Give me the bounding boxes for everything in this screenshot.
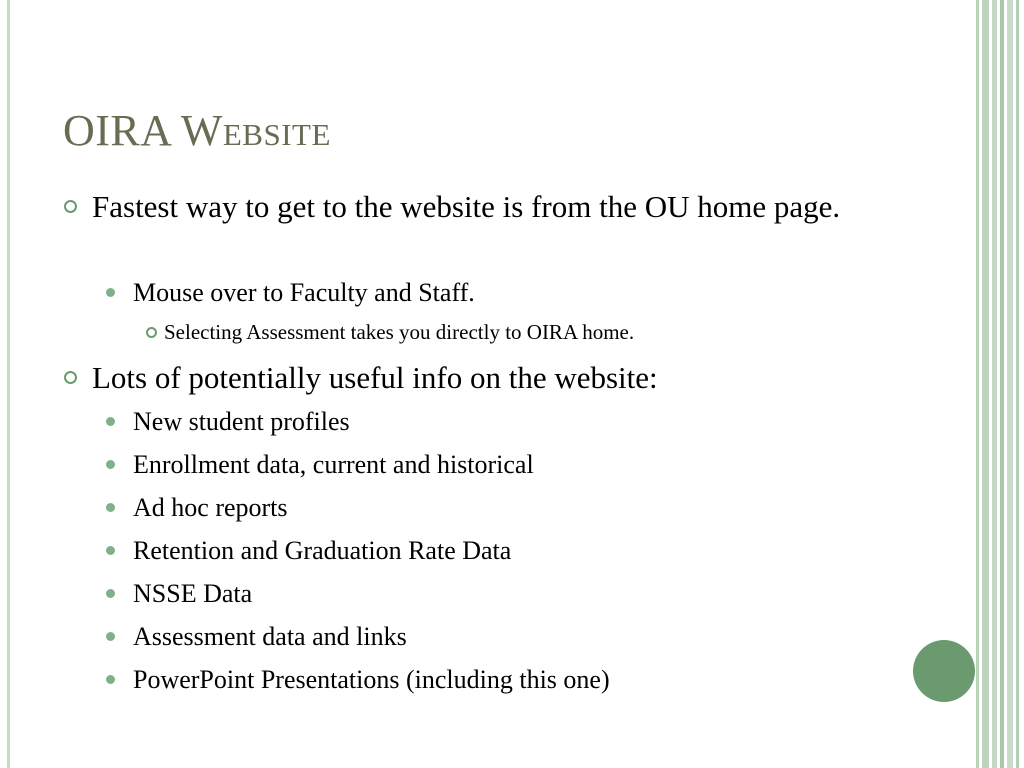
hollow-bullet-icon	[64, 200, 77, 213]
dot-bullet-icon	[106, 675, 115, 684]
sub-bullet-item	[133, 406, 893, 438]
dot-bullet-icon	[106, 503, 115, 512]
sub-bullet-item	[133, 449, 893, 481]
bullet-text: Lots of potentially useful info on the website:	[92, 360, 658, 395]
bullet-item	[92, 358, 892, 398]
sub-bullet-text: Enrollment data, current and historical	[133, 450, 534, 479]
sub-bullet-item	[133, 621, 893, 653]
slide-title: OIRA Website	[63, 106, 331, 155]
sub-bullet-text: Mouse over to Faculty and Staff.	[133, 278, 475, 307]
dot-bullet-icon	[106, 288, 115, 297]
sub-bullet-text: Ad hoc reports	[133, 493, 288, 522]
dot-bullet-icon	[106, 632, 115, 641]
bullet-item	[92, 187, 892, 227]
sub-bullet-item	[133, 277, 893, 309]
sub-bullet-item	[133, 664, 893, 696]
small-hollow-bullet-icon	[146, 327, 157, 338]
sub-bullet-item	[133, 578, 893, 610]
sub-bullet-text: Retention and Graduation Rate Data	[133, 536, 512, 565]
sub-bullet-item	[133, 535, 893, 567]
sub-sub-bullet-item	[164, 318, 904, 346]
sub-sub-bullet-text: Selecting Assessment takes you directly to OIRA home.	[164, 320, 635, 344]
bullet-text: Fastest way to get to the website is from the OU home page.	[92, 189, 841, 224]
dot-bullet-icon	[106, 460, 115, 469]
sub-bullet-item	[133, 492, 893, 524]
sub-bullet-text: Assessment data and links	[133, 622, 407, 651]
sub-bullet-text: NSSE Data	[133, 579, 253, 608]
hollow-bullet-icon	[64, 371, 77, 384]
dot-bullet-icon	[106, 417, 115, 426]
sub-bullet-text: New student profiles	[133, 407, 350, 436]
dot-bullet-icon	[106, 589, 115, 598]
sub-bullet-text: PowerPoint Presentations (including this one)	[133, 665, 610, 694]
dot-bullet-icon	[106, 546, 115, 555]
